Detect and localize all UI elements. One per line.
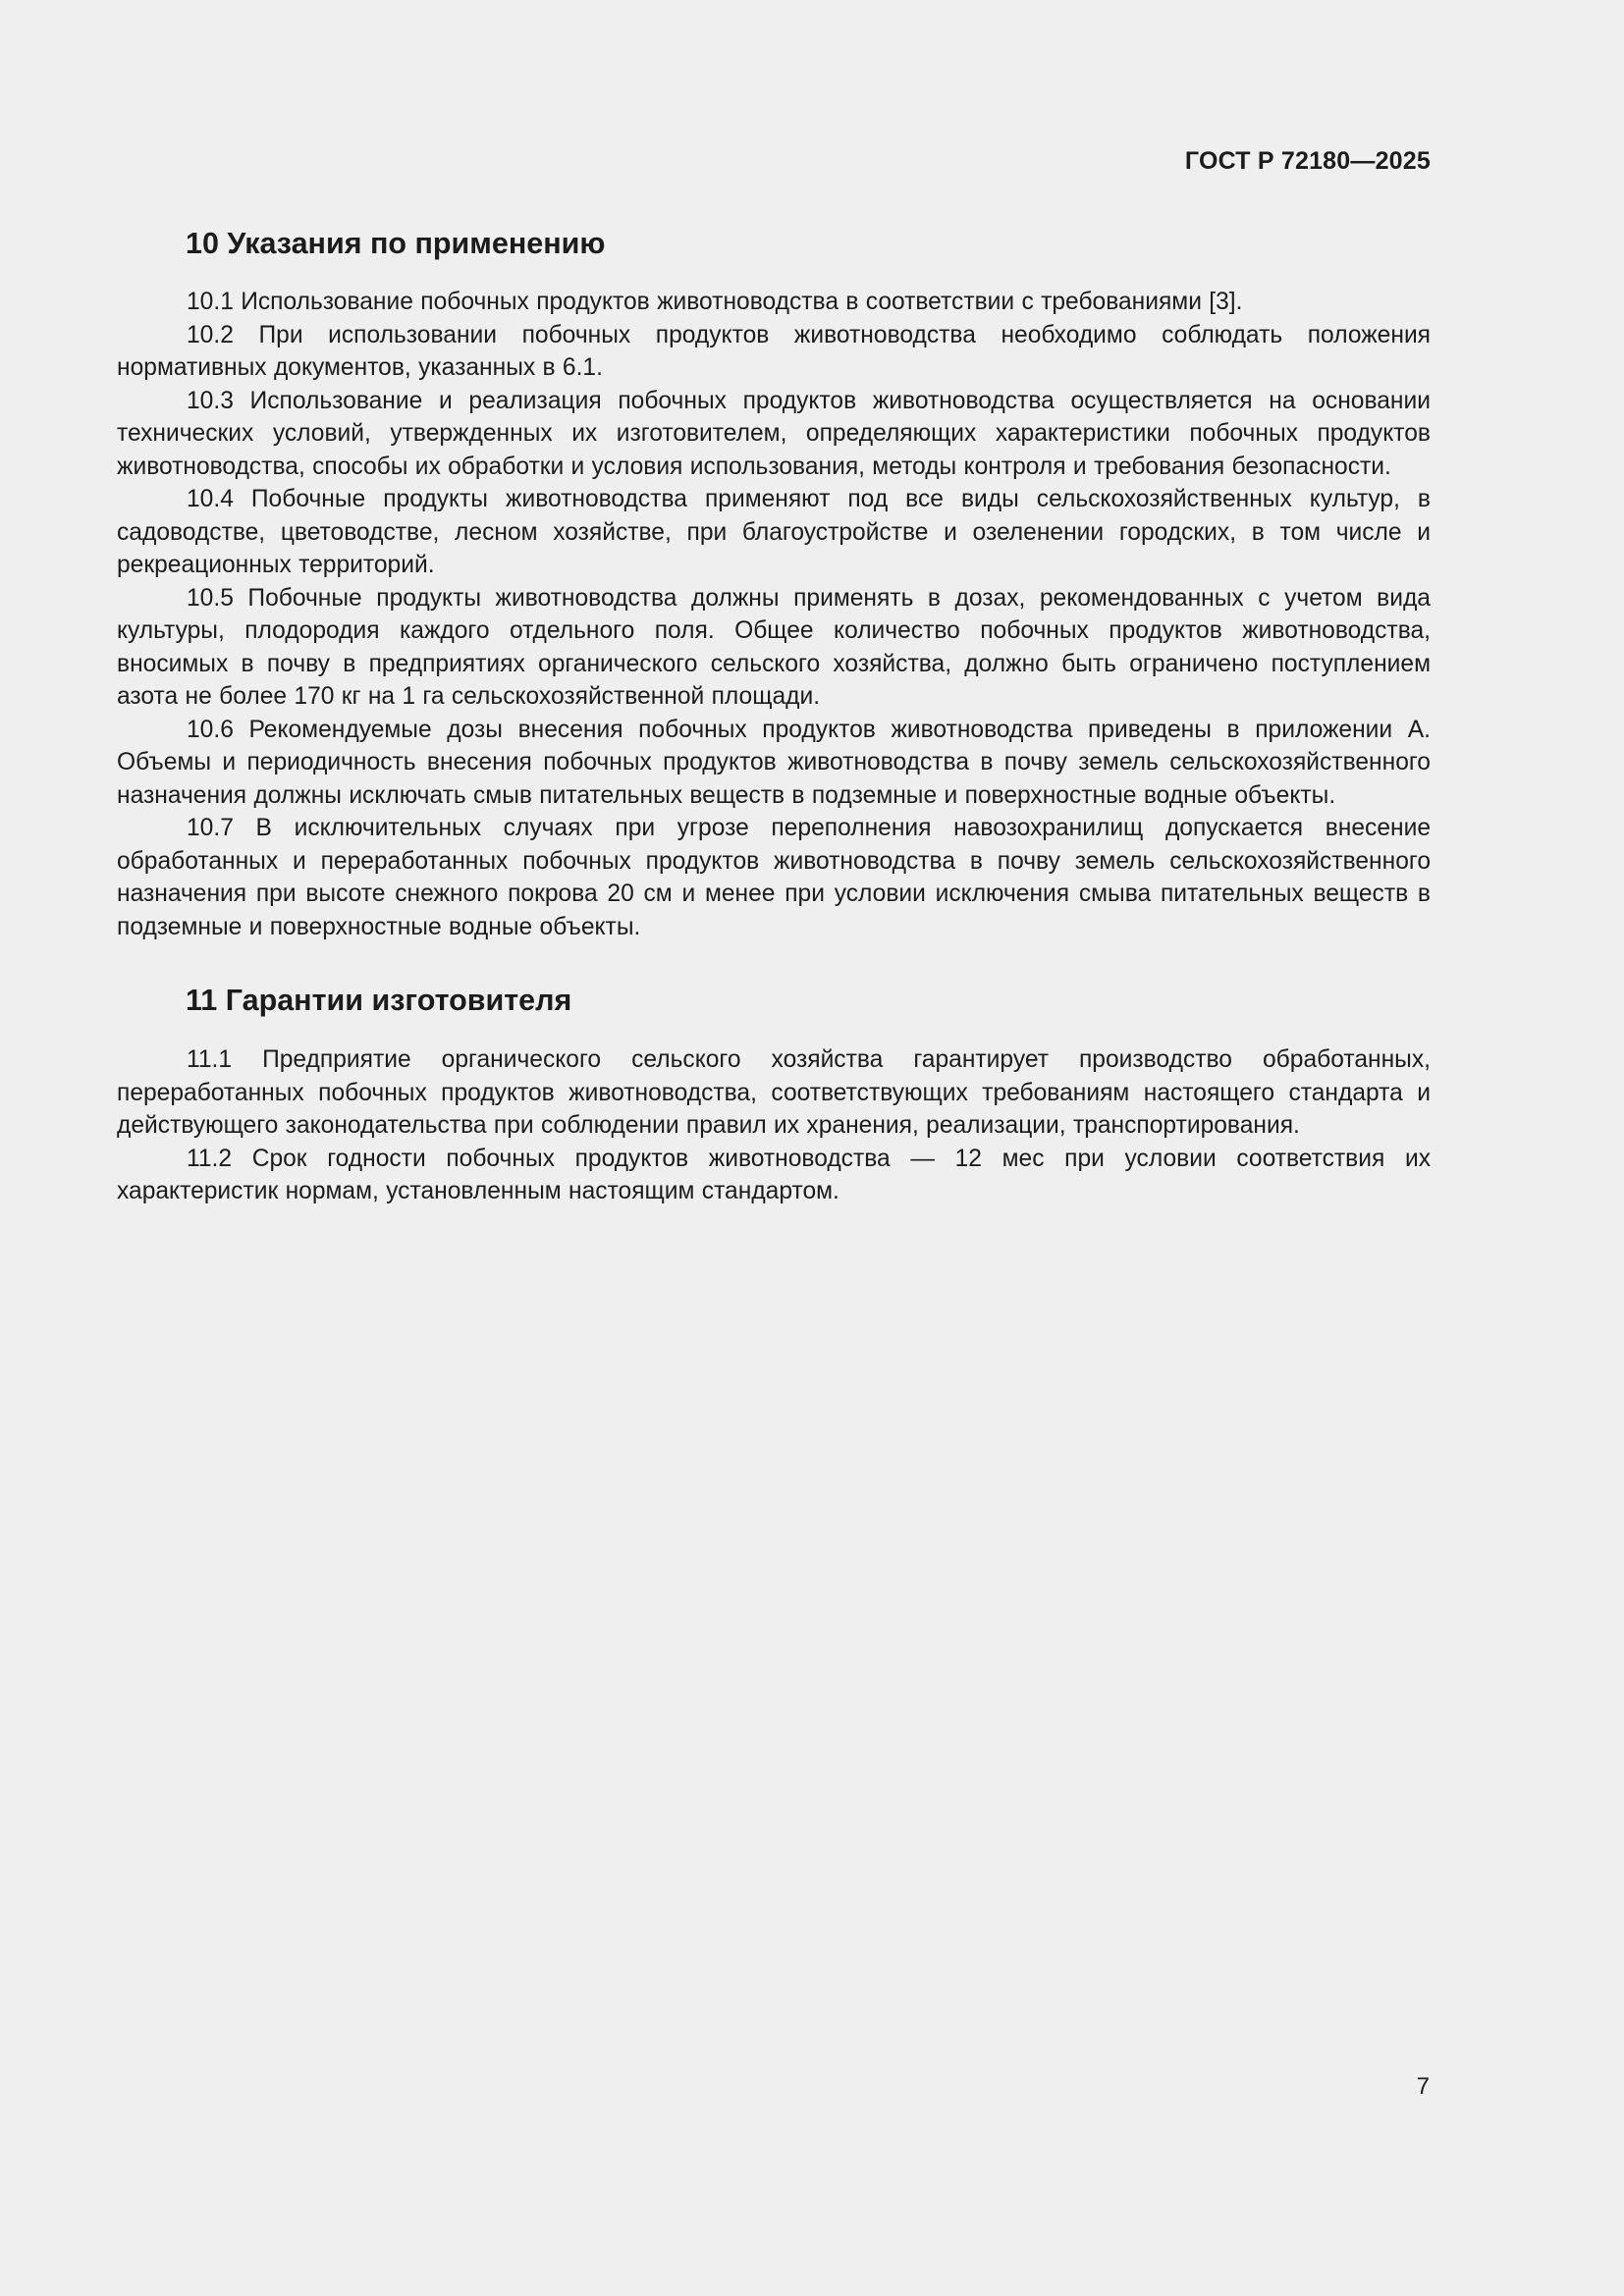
paragraph-11-1: 11.1 Предприятие органического сельского хозяйства гарантирует производство обработанных, переработанных побочных продуктов животноводства, соответствующих требованиям настоящего стандарта и действующего законодательства при соблюдении правил их хранения, реализации, транспортирования. [117,1046,1431,1139]
paragraph-10-6: 10.6 Рекомендуемые дозы внесения побочных продуктов животноводства приведены в приложении А. Объемы и периодичность внесения побочных продуктов животноводства в почву земель сельскохозяйственного назначения должны исключать смыв питательных веществ в подземные и поверхностные водные объекты. [117,716,1431,809]
paragraph-10-2: 10.2 При использовании побочных продуктов животноводства необходимо соблюдать положения нормативных документов, указанных в 6.1. [117,321,1431,381]
paragraph-10-4: 10.4 Побочные продукты животноводства применяют под все виды сельскохозяйственных культур, в садоводстве, цветоводстве, лесном хозяйстве, при благоустройстве и озеленении городских, в том числе и рекреационных территорий. [117,486,1431,578]
document-body [117,224,1431,1208]
section-heading-10: 10 Указания по применению [186,227,606,260]
paragraph-10-1: 10.1 Использование побочных продуктов животноводства в соответствии с требованиями [3]. [187,289,1243,315]
document-code: ГОСТ Р 72180—2025 [1184,147,1431,175]
paragraph-10-5: 10.5 Побочные продукты животноводства должны применять в дозах, рекомендованных с учетом вида культуры, плодородия каждого отдельного поля. Общее количество побочных продуктов животноводства, вносимых в почву в предприятиях органического сельского хозяйства, должно быть ограничено поступлением азота не более 170 кг на 1 га сельскохозяйственной площади. [117,584,1431,710]
page-number: 7 [1416,2073,1430,2100]
paragraph-10-3: 10.3 Использование и реализация побочных продуктов животноводства осуществляется на основании технических условий, утвержденных их изготовителем, определяющих характеристики побочных продуктов животноводства, способы их обработки и условия использования, методы контроля и требования безопасности. [117,387,1431,480]
paragraph-11-2: 11.2 Срок годности побочных продуктов животноводства — 12 мес при условии соответствия их характеристик нормам, установленным настоящим стандартом. [117,1145,1431,1204]
paragraph-10-7: 10.7 В исключительных случаях при угрозе переполнения навозохранилищ допускается внесение обработанных и переработанных побочных продуктов животноводства в почву земель сельскохозяйственного назначения при высоте снежного покрова 20 см и менее при условии исключения смыва питательных веществ в подземные и поверхностные водные объекты. [117,815,1431,940]
section-heading-11: 11 Гарантии изготовителя [186,984,572,1017]
